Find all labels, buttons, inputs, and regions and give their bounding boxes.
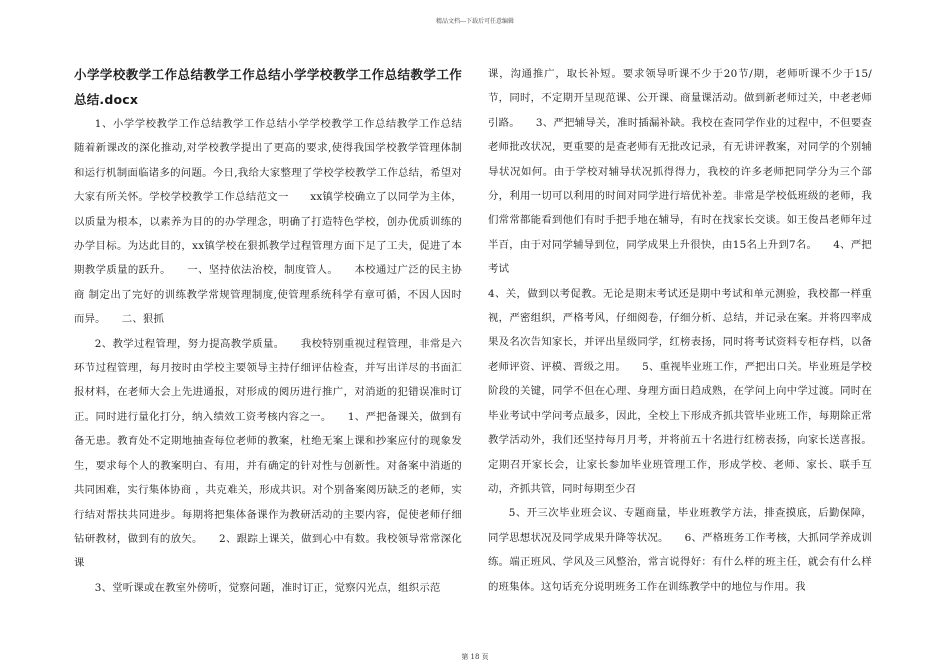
page-number: 第 18 页 [461, 653, 489, 661]
paragraph: 1、小学学校教学工作总结教学工作总结小学学校教学工作总结教学工作总结 随着新课改的深化推动,对学校教学提出了更高的要求,使得我国学校教学管理体制和运行机制面临诸多的问题。今日,我给大家整理了学校学校教学工作总结，希望对大家有所关怀。学校学校教学工作总结范文一 xx镇学校确立了以同学为主体，以质量为根本，以素养为目的的办学理念，明确了打造特色学校，创办优质训练的办学目标。为达此目的，xx镇学校在狠抓教学过程管理方面下足了工夫，促进了本期教学质量的跃升。 一、坚持依法治校，制度管人。 本校通过广泛的民主协商 制定出了完好的训练教学常规管理制度,使管理系统科学有章可循，不因人因时而异。 二、狠抓 [74, 118, 484, 326]
paragraph: 2、教学过程管理，努力提高教学质量。 我校特别重视过程管理，非常是六环节过程管理，每月按时由学校主要领导主持仔细评估检查，并写出详尽的书面汇报材料，在老师大会上先进通报，对形成的阅历进行推广，对消逝的犯错误准时订正。同时进行量化打分，纳入绩效工资考核内容之一。 1、严把备课关，做到有备无患。教育处不定期地抽查每位老师的教案，杜绝无案上课和抄案应付的现象发生，要求每个人的教案明白、有用，并有确定的针对性与创新性。对备案中消逝的共同困难，实行集体协商 ，共克难关，形成共识。对个别备案阅历缺乏的老师，实行结对帮扶共同进步。每期将把集体备课作为教研活动的主要内容，促使老师仔细钻研教材，做到有的放矢。 2、跟踪上课关，做到心中有数。我校领导常常深化课 [74, 337, 462, 570]
paragraph: 4、关，做到以考促教。无论是期末考试还是期中考试和单元测验，我校都一样重视，严密组织，严格考风，仔细阅卷，仔细分析、总结，并记录在案。并将四率成果及名次告知家长，并评出星级同学，红榜表扬，同时将考试资料专柜存档，以备老师评资、评模、晋级之用。 5、重视毕业班工作，严把出口关。毕业班是学校阶段的关键，同学不但在心理、身理方面日趋成熟，在学问上向中学过渡。同时在毕业考试中学问考点最多，因此，全校上下形成齐抓共管毕业班工作，每期除正常教学活动外，我们还坚持每月月考，并将前五十名进行红榜表扬，向家长送喜报。定期召开家长会，让家长参加毕业班管理工作，形成学校、老师、家长、联手互动，齐抓共管，同时每期至少召 [488, 287, 872, 495]
paragraph: 3、堂听课或在教室外傍听，觉察问题，准时订正，觉察闪光点，组织示范 [94, 581, 441, 594]
paragraph: 课，沟通推广，取长补短。要求领导听课不少于20节/期，老师听课不少于15/节，同时，不定期开呈现范课、公开课、商量课活动。做到新老师过关，中老老师引路。 3、严把辅导关，准时插漏补缺。我校在查同学作业的过程中，不但要查老师批改状况，更重要的是查老师有无批改记录，有无讲评教案，对同学的个别辅导状况如何。由于学校对辅导状况抓得得力，我校的许多老师把同学分为三个部分，利用一切可以利用的时间对同学进行培优补差。非常是学校低班级的老师，我们常常都能看到他们有时手把手地在辅导，有时在找家长交谈。如王俊昌老师年过半百，由于对同学辅导到位，同学成果上升很快，由15名上升到7名。 4、严把考试 [488, 68, 872, 276]
page-header: 精品文档---下载后可任意编辑 [435, 18, 515, 25]
right-column [488, 62, 872, 599]
document-title: 小学学校教学工作总结教学工作总结小学学校教学工作总结教学工作总结.docx [74, 67, 462, 107]
left-column [74, 62, 484, 600]
paragraph: 5、开三次毕业班会议、专题商量，毕业班教学方法，排查摸底，后勤保障，同学思想状况及同学成果升降等状况。 6、严格班务工作考核，大抓同学养成训练。端正班风、学风及三风整治，常言说得好：有什么样的班主任，就会有什么样的班集体。这句话充分说明班务工作在训练教学中的地位与作用。我 [488, 507, 872, 593]
